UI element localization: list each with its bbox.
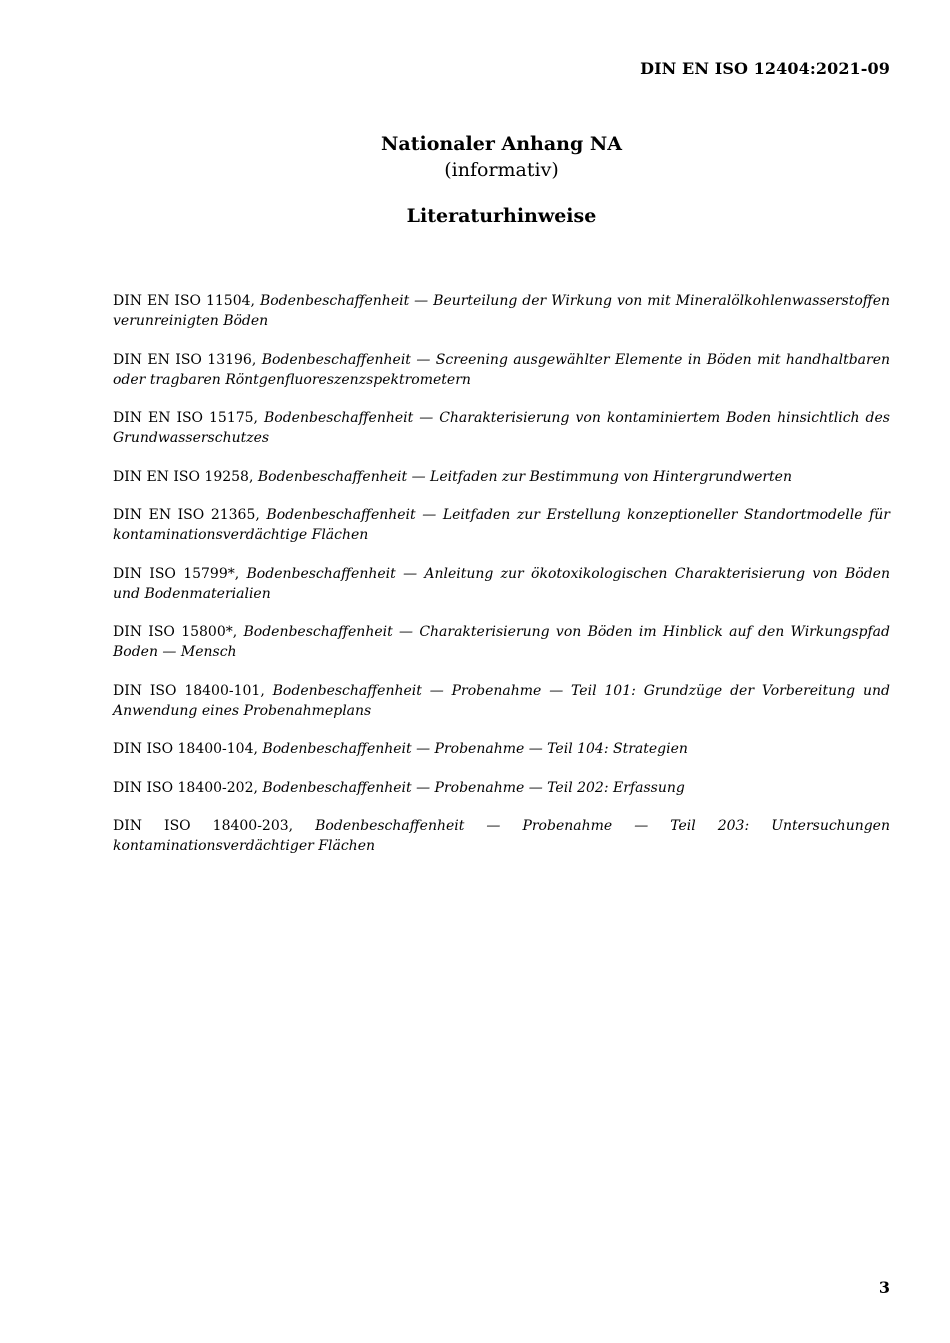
reference-id: DIN ISO 15799*, — [113, 565, 240, 582]
page-number: 3 — [878, 1278, 890, 1297]
reference-title: Bodenbeschaffenheit — Probenahme — Teil 203: Untersuchungen kontaminationsverdächtiger Flächen — [113, 818, 890, 854]
reference-title: Bodenbeschaffenheit — Charakterisierung von kontaminiertem Boden hinsichtlich des Grundwasserschutzes — [113, 410, 890, 446]
reference-title: Bodenbeschaffenheit — Anleitung zur ökotoxikologischen Charakterisierung von Böden und Bodenmaterialien — [113, 565, 890, 602]
annex-subtitle: (informativ) — [444, 159, 559, 181]
reference-item — [113, 505, 890, 545]
reference-item — [113, 739, 890, 759]
section-title: Literaturhinweise — [406, 205, 597, 227]
reference-list — [113, 291, 890, 875]
annex-heading — [0, 131, 950, 183]
reference-item — [113, 408, 890, 448]
annex-title: Nationaler Anhang NA — [381, 133, 622, 155]
reference-title: Bodenbeschaffenheit — Probenahme — Teil 101: Grundzüge der Vorbereitung und Anwendung eines Probenahmeplans — [113, 682, 890, 719]
reference-item — [113, 350, 890, 390]
reference-title: Bodenbeschaffenheit — Leitfaden zur Bestimmung von Hintergrundwerten — [257, 468, 792, 485]
reference-item — [113, 816, 890, 856]
reference-title: Bodenbeschaffenheit — Charakterisierung von Böden im Hinblick auf den Wirkungspfad Boden — Mensch — [113, 624, 890, 660]
reference-title: Bodenbeschaffenheit — Beurteilung der Wirkung von mit Mineralölkohlenwasserstoffen verunreinigten Böden — [113, 293, 891, 329]
reference-title: Bodenbeschaffenheit — Probenahme — Teil 104: Strategien — [262, 741, 688, 757]
reference-title: Bodenbeschaffenheit — Leitfaden zur Erstellung konzeptioneller Standortmodelle für kontaminationsverdächtige Flächen — [113, 507, 890, 543]
reference-id: DIN EN ISO 11504, — [113, 293, 255, 309]
reference-id: DIN EN ISO 13196, — [113, 351, 257, 368]
reference-id: DIN EN ISO 21365, — [113, 507, 260, 523]
reference-item — [113, 778, 890, 798]
reference-id: DIN EN ISO 15175, — [113, 410, 259, 426]
document-id: DIN EN ISO 12404:2021-09 — [640, 59, 890, 78]
reference-item — [113, 681, 890, 721]
reference-title: Bodenbeschaffenheit — Probenahme — Teil 202: Erfassung — [262, 779, 685, 796]
reference-title: Bodenbeschaffenheit — Screening ausgewählter Elemente in Böden mit handhaltbaren oder tragbaren Röntgenfluoreszenzspektrometern — [113, 351, 890, 388]
reference-id: DIN ISO 18400-104, — [113, 741, 258, 757]
reference-id: DIN ISO 18400-203, — [113, 818, 294, 834]
reference-item — [113, 564, 890, 604]
reference-id: DIN ISO 15800*, — [113, 624, 238, 640]
reference-item — [113, 622, 890, 662]
reference-id: DIN EN ISO 19258, — [113, 468, 254, 485]
reference-item — [113, 467, 890, 487]
reference-id: DIN ISO 18400-202, — [113, 779, 258, 796]
reference-id: DIN ISO 18400-101, — [113, 682, 265, 699]
reference-item — [113, 291, 890, 331]
